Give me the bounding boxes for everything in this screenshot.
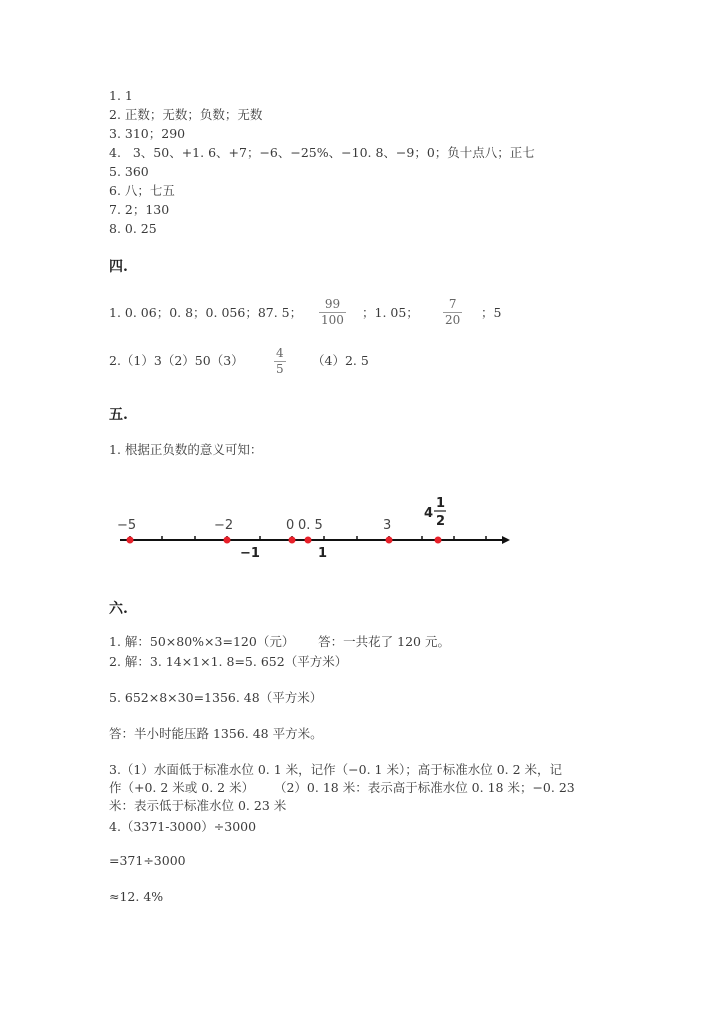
fraction-99-100: 99 100 — [321, 297, 344, 327]
section5-heading: 五. — [109, 407, 128, 423]
solution-line: 答：半小时能压路 1356. 48 平方米。 — [109, 726, 323, 741]
section4-q1-suffix: ；5 — [481, 305, 502, 320]
fraction-4-5: 4 5 — [276, 346, 284, 376]
section6-heading: 六. — [109, 601, 128, 617]
answer-line: 7. 2；130 — [109, 202, 170, 217]
solution-line: =371÷3000 — [109, 853, 186, 868]
section4-q2-prefix: 2.（1）3（2）50（3） — [109, 353, 244, 368]
answer-line: 3. 310；290 — [109, 126, 186, 141]
solution-line: 3.（1）水面低于标准水位 0. 1 米，记作（−0. 1 米）；高于标准水位 0. 2 米，记 — [109, 762, 563, 777]
section4-q2-suffix: （4）2. 5 — [312, 353, 369, 368]
svg-text:0: 0 — [286, 518, 295, 533]
solution-line: 作（+0. 2 米或 0. 2 米） （2）0. 18 米：表示高于标准水位 0. 18 米；−0. 23 — [109, 780, 575, 795]
solution-line: 米：表示低于标准水位 0. 23 米 — [109, 798, 287, 813]
svg-text:3: 3 — [383, 518, 392, 533]
svg-text:1: 1 — [318, 546, 328, 561]
svg-text:4: 4 — [424, 506, 434, 521]
solution-line: 2. 解：3. 14×1×1. 8=5. 652（平方米） — [109, 654, 348, 669]
svg-text:−1: −1 — [240, 546, 260, 561]
svg-text:−2: −2 — [214, 518, 234, 533]
svg-text:1: 1 — [436, 496, 446, 511]
fraction-7-20: 7 20 — [445, 297, 461, 327]
number-line — [110, 495, 520, 569]
solution-line: 1. 解：50×80%×3=120（元） 答：一共花了 120 元。 — [109, 634, 450, 649]
answer-line: 6. 八；七五 — [109, 183, 175, 198]
solution-line: 5. 652×8×30=1356. 48（平方米） — [109, 690, 323, 705]
answer-line: 5. 360 — [109, 164, 149, 179]
answer-line: 4. 3、50、+1. 6、+7；−6、−25%、−10. 8、−9；0；负十点八；正七 — [109, 145, 535, 160]
solution-line: 4.（3371-3000）÷3000 — [109, 819, 257, 834]
section4-q1-prefix: 1. 0. 06；0. 8；0. 056；87. 5； — [109, 305, 303, 320]
answer-line: 8. 0. 25 — [109, 221, 157, 236]
svg-text:−5: −5 — [117, 518, 137, 533]
answer-line: 2. 正数；无数；负数；无数 — [109, 107, 263, 122]
answer-line: 1. 1 — [109, 88, 133, 103]
solution-line: ≈12. 4% — [109, 889, 164, 904]
svg-text:0. 5: 0. 5 — [298, 518, 323, 533]
svg-text:2: 2 — [436, 514, 446, 529]
section4-q1-mid: ；1. 05； — [362, 305, 419, 320]
number-line-graphic — [110, 495, 520, 565]
section4-heading: 四. — [109, 259, 128, 275]
section5-q1: 1. 根据正负数的意义可知： — [109, 442, 263, 457]
